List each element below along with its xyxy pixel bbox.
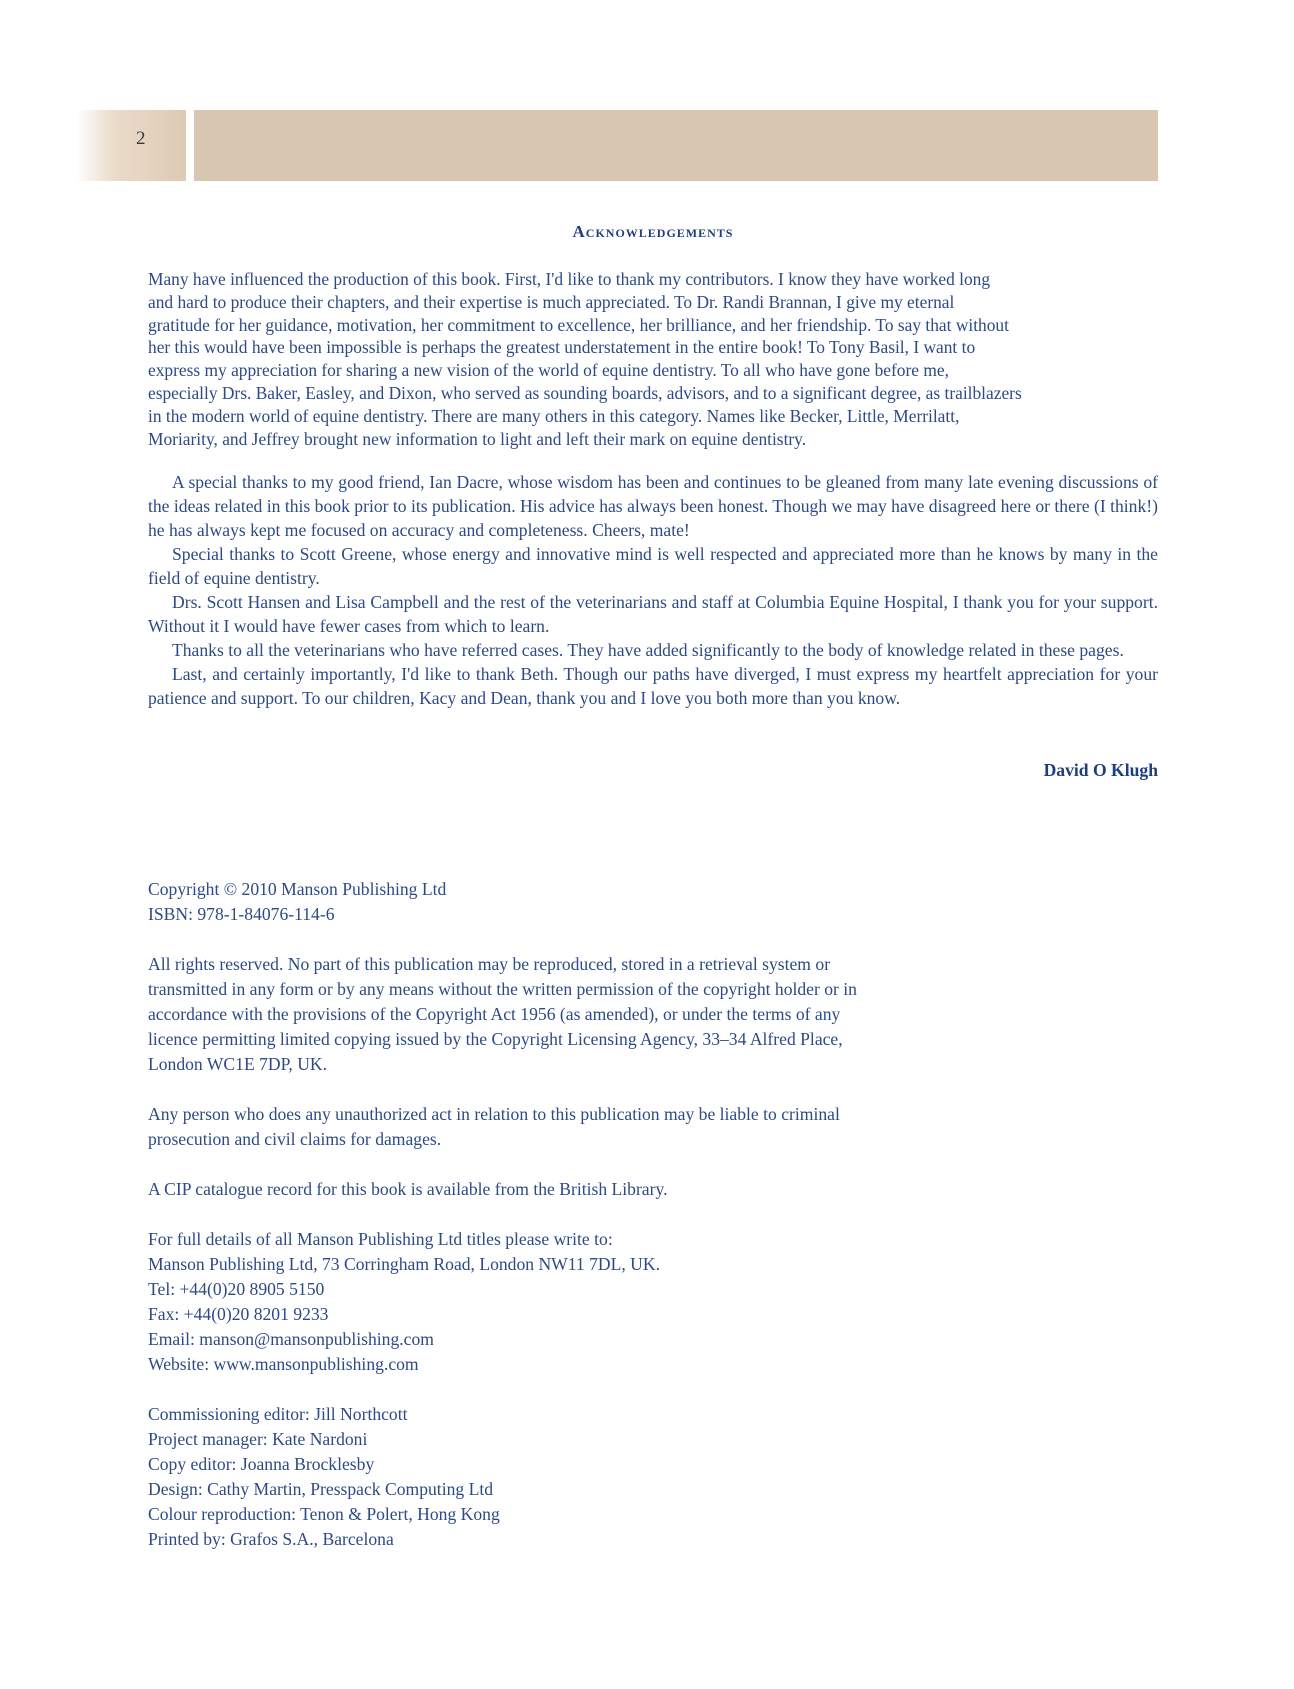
- copyright-block: [148, 877, 1048, 1552]
- credit-line: Printed by: Grafos S.A., Barcelona: [148, 1529, 394, 1549]
- contact-line: Website: www.mansonpublishing.com: [148, 1354, 419, 1374]
- isbn-line: ISBN: 978-1-84076-114-6: [148, 904, 335, 924]
- paragraph: Thanks to all the veterinarians who have referred cases. They have added significantly to the body of knowledge related in these pages.: [172, 640, 1124, 660]
- acknowledgement-body: [148, 470, 1158, 710]
- intro-line: and hard to produce their chapters, and their expertise is much appreciated. To Dr. Randi Brannan, I give my eternal: [148, 291, 955, 312]
- credit-line: Project manager: Kate Nardoni: [148, 1429, 368, 1449]
- contact-line: For full details of all Manson Publishing Ltd titles please write to:: [148, 1229, 613, 1249]
- paragraph: Last, and certainly importantly, I'd like to thank Beth. Though our paths have diverged, I must express my heartfelt appreciation for your patience and support. To our children, Kacy and Dean, thank you and I love you both more than you know.: [148, 664, 1158, 708]
- liability-line: Any person who does any unauthorized act in relation to this publication may be liable to criminal: [148, 1104, 840, 1124]
- paragraph: Drs. Scott Hansen and Lisa Campbell and the rest of the veterinarians and staff at Columbia Equine Hospital, I thank you for your support. Without it I would have fewer cases from which to learn.: [148, 592, 1158, 636]
- page-number: 2: [136, 128, 146, 149]
- cip-line: A CIP catalogue record for this book is available from the British Library.: [148, 1179, 668, 1199]
- contact-line: Fax: +44(0)20 8201 9233: [148, 1304, 329, 1324]
- header-tab: [76, 110, 186, 181]
- intro-line: express my appreciation for sharing a new vision of the world of equine dentistry. To all who have gone before me,: [148, 360, 949, 381]
- page-title: Acknowledgements: [572, 222, 734, 241]
- intro-line: Many have influenced the production of this book. First, I'd like to thank my contributors. I know they have worked long: [148, 269, 991, 289]
- contact-line: Tel: +44(0)20 8905 5150: [148, 1279, 325, 1299]
- rights-line: transmitted in any form or by any means without the written permission of the copyright holder or in: [148, 979, 857, 999]
- credit-line: Colour reproduction: Tenon & Polert, Hong Kong: [148, 1504, 500, 1524]
- credit-line: Commissioning editor: Jill Northcott: [148, 1404, 408, 1424]
- intro-line: in the modern world of equine dentistry. There are many others in this category. Names like Becker, Little, Merrilatt,: [148, 405, 960, 426]
- contact-line: Email: manson@mansonpublishing.com: [148, 1329, 434, 1349]
- intro-line: her this would have been impossible is perhaps the greatest understatement in the entire book! To Tony Basil, I want to: [148, 337, 976, 358]
- rights-line: All rights reserved. No part of this publication may be reproduced, stored in a retrieval system or: [148, 954, 831, 974]
- intro-line: especially Drs. Baker, Easley, and Dixon, who served as sounding boards, advisors, and to a significant degree, as trailblazers: [148, 382, 1022, 403]
- rights-line: London WC1E 7DP, UK.: [148, 1054, 328, 1074]
- copyright-line: Copyright © 2010 Manson Publishing Ltd: [148, 879, 447, 899]
- intro-line: Moriarity, and Jeffrey brought new information to light and left their mark on equine dentistry.: [148, 428, 807, 449]
- paragraph: A special thanks to my good friend, Ian Dacre, whose wisdom has been and continues to be gleaned from many late evening discussions of the ideas related in this book prior to its publication. His advice has always been honest. Though we may have disagreed here or there (I think!) he has always kept me focused on accuracy and completeness. Cheers, mate!: [148, 472, 1158, 540]
- rights-line: licence permitting limited copying issued by the Copyright Licensing Agency, 33–34 Alfred Place,: [148, 1029, 843, 1049]
- credit-line: Design: Cathy Martin, Presspack Computing Ltd: [148, 1479, 494, 1499]
- intro-line: gratitude for her guidance, motivation, her commitment to excellence, her brilliance, and her friendship. To say that without: [148, 314, 1009, 335]
- liability-line: prosecution and civil claims for damages.: [148, 1129, 442, 1149]
- intro-paragraph: [148, 268, 1158, 450]
- author-signature: David O Klugh: [1043, 760, 1158, 780]
- paragraph: Special thanks to Scott Greene, whose energy and innovative mind is well respected and appreciated more than he knows by many in the field of equine dentistry.: [148, 544, 1158, 588]
- contact-line: Manson Publishing Ltd, 73 Corringham Road, London NW11 7DL, UK.: [148, 1254, 660, 1274]
- rights-line: accordance with the provisions of the Copyright Act 1956 (as amended), or under the terms of any: [148, 1004, 841, 1024]
- credit-line: Copy editor: Joanna Brocklesby: [148, 1454, 375, 1474]
- header-bar: [194, 110, 1158, 181]
